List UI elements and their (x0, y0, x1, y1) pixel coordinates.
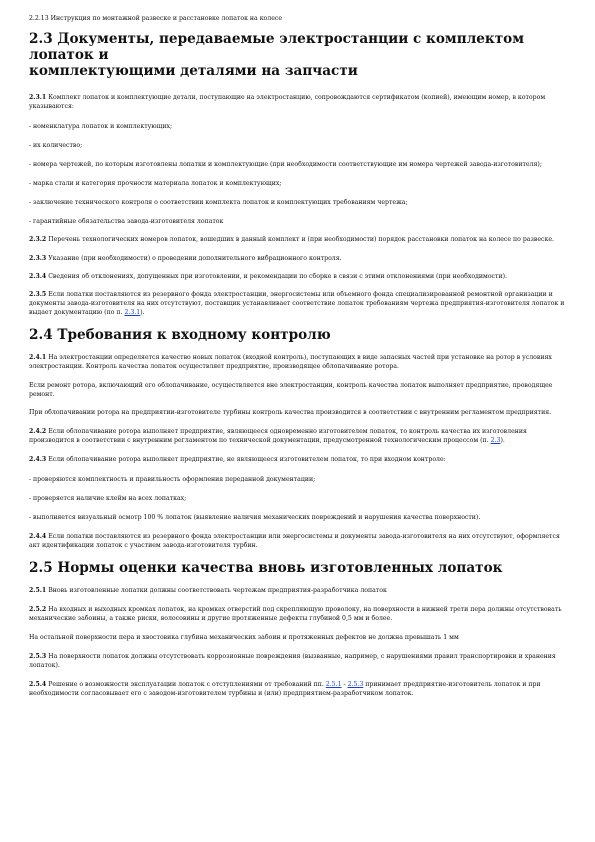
clause-number: 2.3.3 (29, 255, 47, 262)
paragraph-2-5-2 (29, 605, 570, 623)
clause-number: 2.4.4 (29, 533, 47, 540)
paragraph-2-4-1-b: Если ремонт ротора, включающий его облопачивание, осуществляется вне электростанции, контроль качества лопаток выполняет предприятие, проводящее ремонт. (29, 382, 553, 398)
list-item: - марка стали и категория прочности материала лопаток и комплектующих; (29, 180, 282, 187)
list-item: - их количество; (29, 142, 83, 149)
heading-2-4: 2.4 Требования к входному контролю (29, 327, 331, 343)
list-item: - номенклатура лопаток и комплектующих; (29, 123, 173, 130)
clause-tail: ). (140, 309, 145, 316)
clause-text: Если облопачивание ротора выполняет предприятие, не являющееся изготовителем лопаток, то при входном контроле: (48, 456, 446, 463)
list-item: - проверяется наличие клейм на всех лопатках; (29, 495, 187, 502)
list-item: - проверяются комплектность и правильность оформления переданной документации; (29, 476, 316, 483)
clause-text: На электростанции определяется качество новых лопаток (входной контроль), поступающих в виде запасных частей при установке на ротор в условиях электростанции. Контроль качества лопаток осуществляет предприятие, производящее облопачивание ротора. (29, 354, 552, 370)
clause-link[interactable]: 2.3 (490, 437, 501, 444)
clause-number: 2.3.2 (29, 236, 47, 243)
clause-text: На входных и выходных кромках лопаток, на кромках отверстий под скрепляющую проволоку, на поверхности в нижней трети пера должны отсутствовать механические забоины, а также риски, волосовины и другие протяженные дефекты глубиной 0,5 мм и более. (29, 606, 562, 622)
clause-text: Если лопатки поставляются из резервного фонда электростанции, энергосистемы или объемного фонда специализированной ремонтной организации и документы завода-изготовителя на них отсутствуют, поставщик устанавливает соответствие лопаток требованиям чертежа предприятия-изготовителя лопаток и выдает документацию (по п. (29, 291, 565, 316)
clause-number: 2.3.5 (29, 291, 47, 298)
paragraph-2-4-3 (29, 455, 570, 464)
paragraph-2-4-4 (29, 532, 570, 550)
heading-2-3 (29, 31, 570, 79)
paragraph-2-4-1 (29, 353, 570, 371)
heading-2-3-line1: 2.3 Документы, передаваемые электростанции с комплектом лопаток и (29, 31, 525, 63)
paragraph-2-3-2 (29, 235, 570, 244)
clause-text: принимает предприятие-изготовитель лопаток и при необходимости согласовывает его с заводом-изготовителем турбины и (или) предприятием-разработчиком лопаток. (29, 681, 541, 697)
clause-text: Решение о возможности эксплуатации лопаток с отступлениями от требований пп. (48, 681, 324, 688)
paragraph-2-4-1-c: При облопачивании ротора на предприятии-изготовителе турбины контроль качества производится в соответствии с внутренним регламентом предприятия. (29, 409, 552, 416)
clause-link[interactable]: 2.3.1 (124, 309, 141, 316)
clause-text: Если лопатки поставляются из резервного фонда электростанции или энергосистемы и документы завода-изготовителя на них отсутствуют, оформляется акт идентификации лопаток с участием завода-изготовителя турбин. (29, 533, 560, 549)
paragraph-2-5-3 (29, 652, 570, 670)
paragraph-2-3-5 (29, 290, 570, 317)
clause-number: 2.5.1 (29, 587, 47, 594)
paragraph-2-4-2 (29, 427, 570, 445)
clause-number: 2.5.4 (29, 681, 47, 688)
paragraph-2-3-4 (29, 272, 570, 281)
paragraph-2-3-3 (29, 254, 570, 263)
list-item: - номера чертежей, по которым изготовлены лопатки и комплектующие (при необходимости соответствующие им номера чертежей завода-изготовителя); (29, 161, 542, 168)
clause-number: 2.5.3 (29, 653, 47, 660)
clause-number: 2.5.2 (29, 606, 47, 613)
clause-number: 2.4.1 (29, 354, 47, 361)
paragraph-2-5-1 (29, 586, 570, 595)
clause-text: Комплект лопаток и комплектующие детали, поступающие на электростанцию, сопровождаются сертификатом (копией), имеющим номер, в котором указываются: (29, 94, 546, 110)
clause-number: 2.4.3 (29, 456, 47, 463)
clause-link[interactable]: 2.5.3 (347, 681, 364, 688)
clause-link[interactable]: 2.5.1 (325, 681, 342, 688)
list-item: - заключение технического контроля о соответствии комплекта лопаток и комплектующих требованиям чертежа; (29, 199, 408, 206)
clause-text: Сведения об отклонениях, допущенных при изготовлении, и рекомендации по сборке в связи с этими отклонениями (при необходимости). (48, 273, 507, 280)
clause-tail: ). (500, 437, 505, 444)
clause-text: На поверхности лопаток должны отсутствовать коррозионные повреждения (вызванные, например, с нарушениями правил транспортировки и хранения лопаток). (29, 653, 556, 669)
paragraph-2-2-13: 2.2.13 Инструкция по монтажной развеске и расстановке лопаток на колесе (29, 15, 283, 22)
clause-number: 2.4.2 (29, 428, 47, 435)
heading-2-3-line2: комплектующими деталями на запчасти (29, 63, 358, 79)
clause-number: 2.3.4 (29, 273, 47, 280)
paragraph-2-3-1 (29, 93, 570, 111)
list-item: - выполняется визуальный осмотр 100 % лопаток (выявление наличия механических повреждений и нарушения качества поверхности). (29, 514, 481, 521)
document-page (29, 14, 570, 698)
clause-text: Вновь изготовленные лопатки должны соответствовать чертежам предприятия-разработчика лопаток (48, 587, 387, 594)
clause-text: Перечень технологических номеров лопаток, вошедших в данный комплект и (при необходимости) порядок расстановки лопаток на колесе по развеске. (48, 236, 554, 243)
paragraph-2-5-2-b: На остальной поверхности пера и хвостовика глубина механических забоин и протяженных дефектов не должна превышать 1 мм (29, 634, 459, 641)
clause-text: Если облопачивание ротора выполняет предприятие, являющееся одновременно изготовителем лопаток, то контроль качества их изготовления производится в соответствии с внутренним регламентом по технической документации, предусмотренной технологическим процессом (п. (29, 428, 527, 444)
clause-number: 2.3.1 (29, 94, 47, 101)
paragraph-2-5-4 (29, 680, 570, 698)
clause-link-separator: - (341, 681, 348, 688)
heading-2-5: 2.5 Нормы оценки качества вновь изготовленных лопаток (29, 560, 503, 576)
clause-text: Указание (при необходимости) о проведении дополнительного вибрационного контроля. (48, 255, 342, 262)
list-item: - гарантийные обязательства завода-изготовителя лопаток (29, 218, 224, 225)
